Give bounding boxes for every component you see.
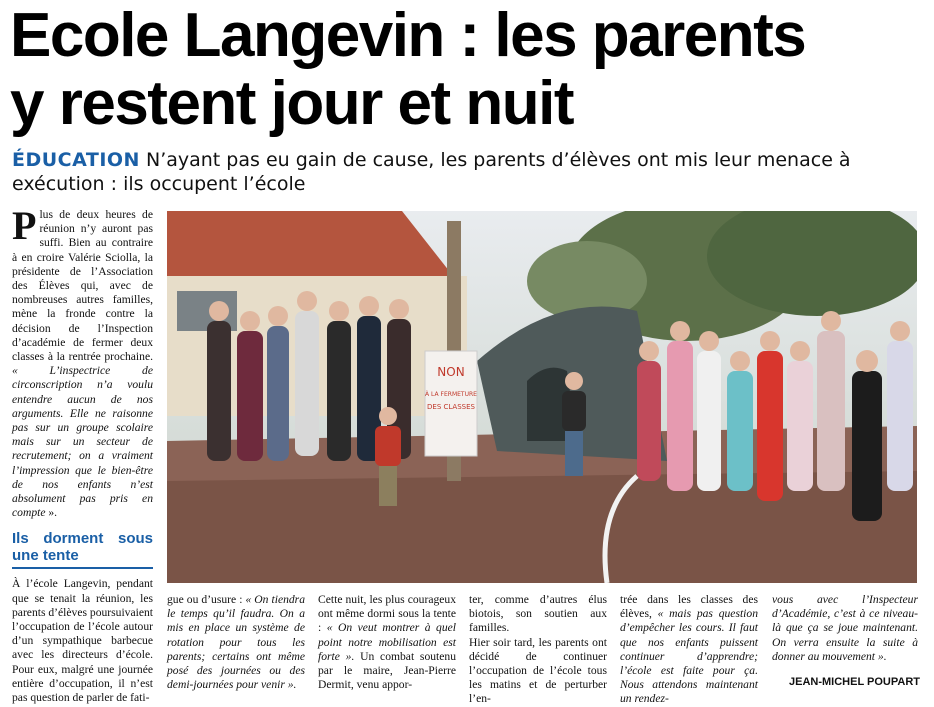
col4-text: ter, comme d’autres élus biotois, son soutien aux familles. xyxy=(469,593,607,635)
col3-quote: « On veut montrer à quel point notre mobilisation est forte ». xyxy=(318,621,457,663)
drop-cap: P xyxy=(12,203,37,248)
quote-close: ». xyxy=(45,506,58,520)
headline xyxy=(10,2,925,138)
news-photo xyxy=(167,211,917,583)
col6-quote: vous avec l’Inspecteur d’Académie, c’est à ce niveau-là que ça se joue maintenant. On verra ensuite la suite à donner au mouvement ». xyxy=(772,593,918,663)
deck-text: N’ayant pas eu gain de cause, les parents d’élèves ont mis leur menace à exécution : ils occupent l’école xyxy=(12,149,851,195)
article-column-3 xyxy=(318,593,456,692)
col5-text: trée dans les classes des élèves, xyxy=(620,593,758,621)
col3-text-1: Cette nuit, les plus courageux ont même dormi sous la tente : xyxy=(318,593,456,635)
article-column-2 xyxy=(167,593,305,692)
banner-line-3: DES CLASSES xyxy=(427,403,475,411)
col5-quote: « mais pas question d’empêcher les cours. Il faut que nos enfants puissent continuer d’apprendre; l’école est faite pour ça. Nous attendons maintenant un rendez- xyxy=(620,607,758,706)
col2-quote: « On tiendra le temps qu’il faudra. On a mis en place un système de rotation pour tous les parents; certains ont même posé des journées ou des demi-journées pour venir ». xyxy=(167,593,305,692)
article-column-6 xyxy=(772,593,918,664)
photo-illustration xyxy=(167,211,917,583)
headline-line-2: y restent jour et nuit xyxy=(10,69,573,138)
col4-paragraph-2: Hier soir tard, les parents ont décidé de continuer l’occupation de l’école tous les matins et de perturber l’en- xyxy=(469,635,607,706)
article-column-1 xyxy=(12,203,154,705)
byline: JEAN-MICHEL POUPART xyxy=(789,676,920,688)
deck xyxy=(12,148,924,196)
section-kicker: ÉDUCATION xyxy=(12,149,140,171)
article-column-5 xyxy=(620,593,758,707)
article-column-4 xyxy=(469,593,607,707)
paragraph-2: À l’école Langevin, pendant que se tenait la réunion, les parents d’élèves poursuivaient l’occupation de l’école autour d’un sympathique barbecue avec les directeurs d’école. Pour eux, malgré une journée entière d’occupation, il n’est pas question de parler de fati- xyxy=(12,577,154,705)
subhead: Ils dorment sous une tente xyxy=(12,530,153,569)
banner-line-2: À LA FERMETURE xyxy=(425,391,477,398)
col3-text-2: Un combat soutenu par le maire, Jean-Pierre Dermit, venu appor- xyxy=(318,649,456,692)
banner-line-1: NON xyxy=(437,365,465,379)
headline-line-1: Ecole Langevin : les parents xyxy=(10,1,806,70)
col2-text: gue ou d’usure : xyxy=(167,593,246,606)
lead-paragraph: lus de deux heures de réunion n’y auront pas suffi. Bien au contraire à en croire Valérie Sciolla, la présidente de l’Association des Élèves qui, avec de nombreuses autres familles, mène la fronde contre la décision de l’Inspection d’académie de fermer deux classes à la rentrée prochaine. xyxy=(12,208,153,364)
president-quote: L’inspectrice de circonscription n’a voulu entendre aucun de nos arguments. Elle ne raisonne pas sur un groupe scolaire mais sur un secteur de recrutement; on a vraiment l’impression que le bien-être de nos enfants n’est absolument pas pris en compte xyxy=(12,364,153,520)
quote-open: « xyxy=(12,364,50,378)
